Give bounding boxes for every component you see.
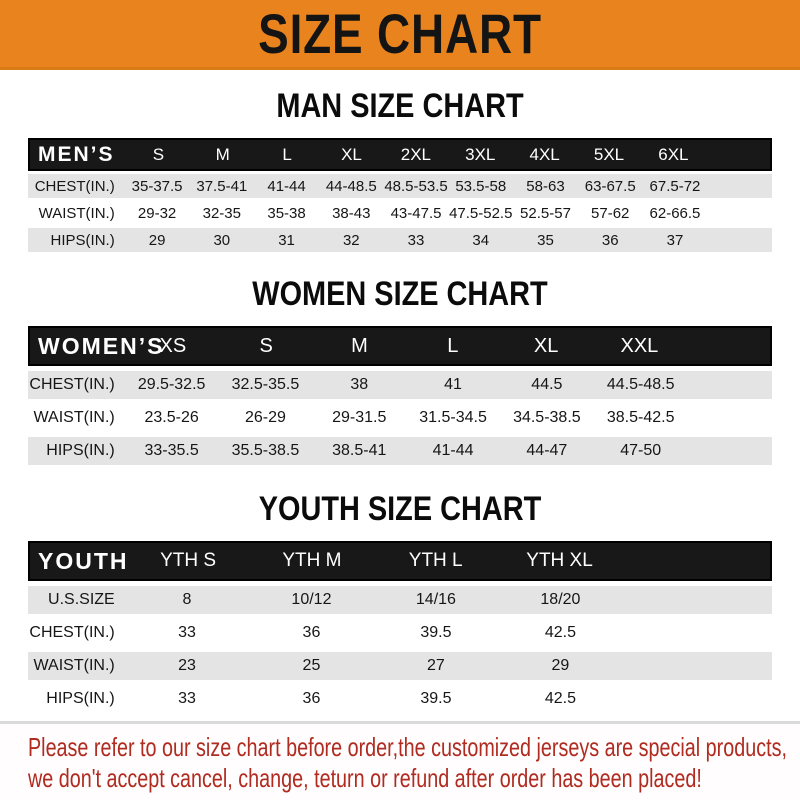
men-size-chart-heading: MAN SIZE CHART [276, 87, 524, 125]
youth-row-1-value-4: 18/20 [540, 591, 581, 608]
women-row-3-value-3: 38.5-41 [332, 442, 387, 459]
youth-row-3-value-1: 23 [178, 657, 196, 674]
men-row-3-value-6: 34 [472, 231, 490, 249]
youth-size-chart-heading: YOUTH SIZE CHART [258, 490, 542, 528]
women-row-1-value-5: 44.5 [531, 376, 563, 393]
men-row-3-value-5: 33 [407, 231, 425, 249]
men-size-column-1: S [152, 144, 165, 164]
youth-row-4-value-1: 33 [178, 690, 196, 707]
men-row-label-3: HIPS(IN.) [50, 231, 115, 249]
men-row-label-1: CHEST(IN.) [34, 177, 115, 195]
men-size-column-8: 5XL [593, 144, 625, 164]
men-size-column-5: 2XL [400, 144, 431, 164]
youth-size-column-2: YTH M [282, 550, 342, 571]
youth-row-4-value-2: 36 [302, 690, 321, 707]
women-row-3-value-6: 47-50 [620, 442, 662, 459]
men-row-2-value-2: 32-35 [202, 204, 241, 222]
women-row-3-value-1: 33-35.5 [144, 442, 199, 459]
youth-row-2-value-1: 33 [178, 624, 196, 641]
size-chart-sections [0, 86, 800, 713]
men-row-1-value-8: 63-67.5 [584, 177, 636, 195]
banner [0, 0, 800, 70]
notice-line-2: we don't accept cancel, change, teturn or refund after order has been placed! [28, 763, 702, 793]
youth-size-column-3: YTH L [408, 550, 463, 571]
women-row-3-value-4: 41-44 [432, 442, 474, 459]
men-size-column-2: M [215, 144, 230, 164]
men-row-2-value-8: 57-62 [591, 204, 630, 222]
youth-row-2-value-3: 39.5 [420, 624, 452, 641]
women-row-1-value-4: 41 [444, 376, 462, 393]
youth-row-label-4: HIPS(IN.) [46, 690, 115, 707]
banner-title: SIZE CHART [258, 2, 542, 65]
women-table-row-2 [28, 404, 772, 432]
youth-row-label-1: U.S.SIZE [48, 591, 115, 608]
men-row-2-value-4: 38-43 [332, 204, 371, 222]
men-row-2-value-7: 52.5-57 [520, 204, 571, 222]
men-row-1-value-7: 58-63 [526, 177, 565, 195]
youth-row-1-value-2: 10/12 [291, 591, 332, 608]
women-row-2-value-4: 31.5-34.5 [419, 409, 487, 426]
women-size-column-1: XS [159, 334, 187, 357]
men-table-header-row [28, 138, 772, 171]
youth-row-4-value-4: 42.5 [544, 690, 576, 707]
youth-size-column-4: YTH XL [526, 550, 593, 571]
women-size-column-6: XXL [620, 334, 659, 357]
men-row-3-value-2: 30 [213, 231, 231, 249]
women-size-table [28, 326, 772, 465]
women-row-1-value-1: 29.5-32.5 [137, 376, 206, 393]
women-size-column-5: XL [533, 334, 559, 357]
youth-row-2-value-4: 42.5 [544, 624, 576, 641]
women-row-2-value-6: 38.5-42.5 [606, 409, 675, 426]
men-row-3-value-8: 36 [601, 231, 619, 249]
youth-row-2-value-2: 36 [302, 624, 321, 641]
notice-line-1: Please refer to our size chart before order,the customized jerseys are special products, [28, 732, 787, 762]
men-row-2-value-9: 62-66.5 [649, 204, 701, 222]
men-table-row-2 [28, 201, 772, 225]
men-row-2-value-5: 43-47.5 [390, 204, 442, 222]
men-row-2-value-6: 47.5-52.5 [449, 204, 513, 222]
men-row-1-value-1: 35-37.5 [131, 177, 183, 195]
women-header-label: WOMEN’S [38, 332, 165, 359]
youth-row-4-value-3: 39.5 [420, 690, 452, 707]
men-row-1-value-3: 41-44 [267, 177, 306, 195]
men-row-1-value-6: 53.5-58 [455, 177, 507, 195]
women-row-label-3: HIPS(IN.) [46, 442, 115, 459]
men-size-column-6: 3XL [465, 144, 496, 164]
men-header-label: MEN’S [38, 142, 115, 166]
women-table-row-3 [28, 437, 772, 465]
youth-table-header-row [28, 541, 772, 581]
men-row-1-value-5: 48.5-53.5 [384, 177, 448, 195]
women-size-column-4: L [447, 334, 459, 357]
women-row-2-value-2: 26-29 [244, 409, 286, 426]
youth-row-3-value-4: 29 [551, 657, 570, 674]
women-row-3-value-2: 35.5-38.5 [231, 442, 300, 459]
youth-row-1-value-3: 14/16 [415, 591, 456, 608]
men-row-1-value-4: 44-48.5 [325, 177, 377, 195]
men-size-table [28, 138, 772, 252]
youth-row-3-value-2: 25 [302, 657, 321, 674]
women-size-column-3: M [351, 334, 368, 357]
women-table-row-1 [28, 371, 772, 399]
women-row-1-value-3: 38 [350, 376, 369, 393]
women-row-3-value-5: 44-47 [526, 442, 568, 459]
youth-row-1-value-1: 8 [182, 591, 192, 608]
youth-header-label: YOUTH [38, 547, 129, 574]
men-table-row-1 [28, 174, 772, 198]
men-size-column-7: 4XL [529, 144, 560, 164]
order-notice [0, 721, 800, 800]
men-table-row-3 [28, 228, 772, 252]
men-row-3-value-9: 37 [666, 231, 684, 249]
women-row-label-2: WAIST(IN.) [33, 409, 115, 426]
men-row-2-value-1: 29-32 [137, 204, 177, 222]
women-size-chart-section [0, 274, 800, 465]
youth-table-row-4 [28, 685, 772, 713]
men-row-2-value-3: 35-38 [267, 204, 306, 222]
women-row-2-value-5: 34.5-38.5 [513, 409, 581, 426]
youth-table-row-1 [28, 586, 772, 614]
youth-row-label-3: WAIST(IN.) [33, 657, 115, 674]
women-row-label-1: CHEST(IN.) [29, 376, 115, 393]
women-table-header-row [28, 326, 772, 366]
women-row-1-value-2: 32.5-35.5 [231, 376, 300, 393]
men-row-3-value-1: 29 [148, 231, 166, 249]
men-row-3-value-3: 31 [278, 231, 295, 249]
men-row-1-value-2: 37.5-41 [196, 177, 248, 195]
women-row-2-value-3: 29-31.5 [332, 409, 387, 426]
men-size-chart-section [0, 86, 800, 252]
men-row-3-value-7: 35 [537, 231, 554, 249]
men-row-label-2: WAIST(IN.) [38, 204, 115, 222]
women-size-column-2: S [259, 334, 273, 357]
youth-table-row-2 [28, 619, 772, 647]
men-size-column-4: XL [341, 144, 362, 164]
youth-size-table [28, 541, 772, 713]
youth-table-row-3 [28, 652, 772, 680]
youth-row-label-2: CHEST(IN.) [29, 624, 115, 641]
men-row-1-value-9: 67.5-72 [649, 177, 701, 195]
youth-size-column-1: YTH S [160, 550, 217, 571]
women-row-1-value-6: 44.5-48.5 [606, 376, 675, 393]
youth-row-3-value-3: 27 [427, 657, 445, 674]
men-row-3-value-4: 32 [342, 231, 360, 249]
youth-size-chart-section [0, 489, 800, 713]
women-row-2-value-1: 23.5-26 [144, 409, 199, 426]
men-size-column-3: L [282, 144, 292, 164]
men-size-column-9: 6XL [658, 144, 689, 164]
women-size-chart-heading: WOMEN SIZE CHART [252, 275, 548, 313]
